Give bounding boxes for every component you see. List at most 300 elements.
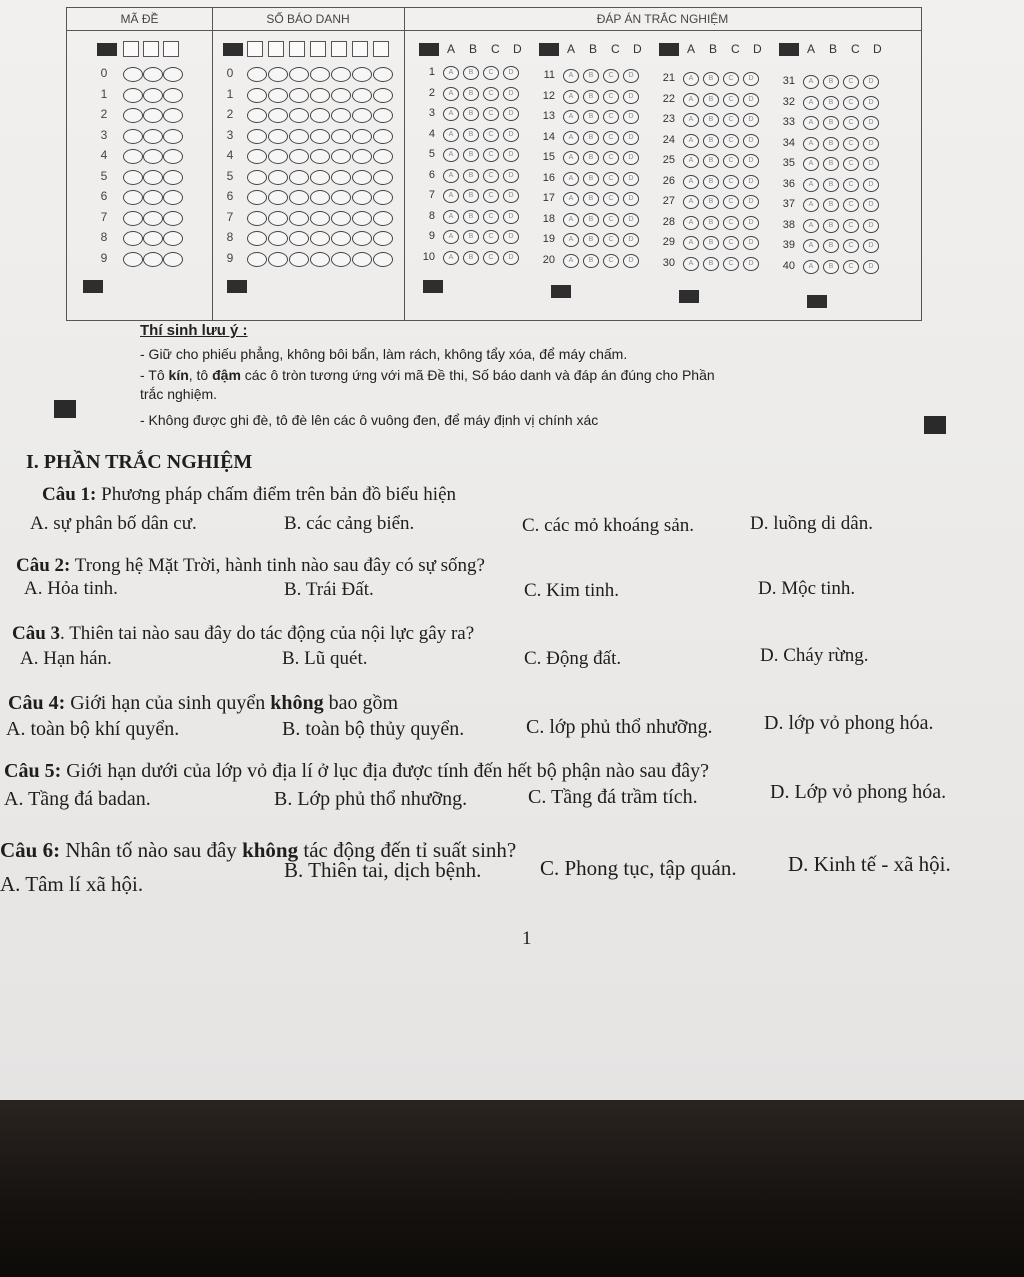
code-bubble[interactable] <box>163 211 183 226</box>
question-number: 30 <box>662 256 675 269</box>
answer-bubble[interactable]: C <box>723 134 739 148</box>
notes-line-3: trắc nghiệm. <box>140 386 218 402</box>
answer-bubble[interactable]: B <box>703 134 719 148</box>
answer-bubble[interactable]: D <box>503 128 519 142</box>
answer-bubble[interactable]: A <box>803 116 819 130</box>
code-bubble[interactable] <box>163 129 183 144</box>
id-bubble[interactable] <box>352 190 372 205</box>
answer-bubble[interactable]: D <box>623 131 639 145</box>
answer-bubble[interactable]: D <box>623 90 639 104</box>
answer-bubble[interactable]: D <box>743 195 759 209</box>
answer-bubble[interactable]: A <box>443 148 459 162</box>
option-3d: D. Cháy rừng. <box>760 645 869 666</box>
answer-bubble[interactable]: B <box>583 151 599 165</box>
answer-bubble[interactable]: B <box>823 96 839 110</box>
id-bubble[interactable] <box>247 252 267 267</box>
answer-bubble[interactable]: A <box>683 93 699 107</box>
code-bubble[interactable] <box>143 252 163 267</box>
answer-bubble[interactable]: A <box>803 260 819 274</box>
answer-bubble[interactable]: A <box>443 128 459 142</box>
answer-bubble[interactable]: C <box>723 236 739 250</box>
answer-bubble[interactable]: D <box>503 107 519 121</box>
answer-bubble[interactable]: D <box>623 110 639 124</box>
answer-bubble[interactable]: B <box>823 198 839 212</box>
code-bubble[interactable] <box>143 129 163 144</box>
id-bubble[interactable] <box>310 231 330 246</box>
answer-bubble[interactable]: A <box>803 96 819 110</box>
id-bubble[interactable] <box>247 170 267 185</box>
answer-bubble[interactable]: A <box>563 69 579 83</box>
answer-bubble[interactable]: C <box>603 90 619 104</box>
answer-bubble[interactable]: A <box>683 175 699 189</box>
answer-bubble[interactable]: D <box>503 230 519 244</box>
id-bubble[interactable] <box>289 211 309 226</box>
answer-bubble[interactable]: C <box>483 107 499 121</box>
answer-bubble[interactable]: A <box>563 110 579 124</box>
answer-bubble[interactable]: B <box>463 210 479 224</box>
code-bubble[interactable] <box>123 67 143 82</box>
option-1c: C. các mỏ khoáng sản. <box>522 515 695 536</box>
answer-bubble[interactable]: C <box>723 195 739 209</box>
answer-bubble[interactable]: C <box>483 128 499 142</box>
code-bubble[interactable] <box>143 149 163 164</box>
answer-bubble[interactable]: A <box>443 251 459 265</box>
id-bubble[interactable] <box>289 67 309 82</box>
answer-bubble[interactable]: A <box>803 137 819 151</box>
id-bubble[interactable] <box>352 252 372 267</box>
answer-bubble[interactable]: A <box>563 213 579 227</box>
answer-bubble[interactable]: A <box>683 216 699 230</box>
answer-bubble[interactable]: B <box>583 233 599 247</box>
answer-bubble[interactable]: D <box>743 257 759 271</box>
answer-bubble[interactable]: B <box>823 219 839 233</box>
answer-bubble[interactable]: A <box>563 151 579 165</box>
answer-bubble[interactable]: B <box>583 131 599 145</box>
id-bubble[interactable] <box>247 129 267 144</box>
answer-bubble[interactable]: B <box>703 93 719 107</box>
answer-bubble[interactable]: B <box>463 107 479 121</box>
answer-bubble[interactable]: B <box>463 251 479 265</box>
answer-bubble[interactable]: C <box>603 131 619 145</box>
id-box[interactable] <box>268 41 284 57</box>
id-bubble[interactable] <box>373 170 393 185</box>
id-box[interactable] <box>289 41 305 57</box>
answer-bubble[interactable]: A <box>803 75 819 89</box>
id-bubble[interactable] <box>373 108 393 123</box>
answer-bubble[interactable]: C <box>723 93 739 107</box>
answer-bubble[interactable]: D <box>863 75 879 89</box>
id-bubble[interactable] <box>352 108 372 123</box>
id-bubble[interactable] <box>331 170 351 185</box>
id-bubble[interactable] <box>268 108 288 123</box>
answer-bubble[interactable]: D <box>623 69 639 83</box>
answer-bubble[interactable]: D <box>743 93 759 107</box>
answer-bubble[interactable]: B <box>703 175 719 189</box>
answer-bubble[interactable]: A <box>443 169 459 183</box>
answer-bubble[interactable]: C <box>603 110 619 124</box>
id-bubble[interactable] <box>373 149 393 164</box>
question-number: 11 <box>543 69 555 81</box>
answer-bubble[interactable]: B <box>583 110 599 124</box>
code-bubble[interactable] <box>123 252 143 267</box>
code-box[interactable] <box>143 41 159 57</box>
question-number: 32 <box>782 95 795 108</box>
answer-bubble[interactable]: C <box>723 154 739 168</box>
question-number: 14 <box>542 130 555 143</box>
id-bubble[interactable] <box>331 149 351 164</box>
digit-label: 6 <box>100 189 108 203</box>
answer-bubble[interactable]: D <box>743 154 759 168</box>
code-bubble[interactable] <box>163 149 183 164</box>
id-bubble[interactable] <box>247 211 267 226</box>
answer-bubble[interactable]: B <box>823 116 839 130</box>
answer-bubble[interactable]: A <box>563 254 579 268</box>
code-bubble[interactable] <box>123 88 143 103</box>
answer-bubble[interactable]: B <box>463 87 479 101</box>
code-bubble[interactable] <box>163 190 183 205</box>
answer-bubble[interactable]: C <box>843 219 859 233</box>
answer-bubble[interactable]: C <box>723 175 739 189</box>
answer-bubble[interactable]: C <box>483 169 499 183</box>
page-number: 1 <box>522 928 532 949</box>
option-1b: B. các cảng biển. <box>284 513 415 534</box>
answer-bubble[interactable]: C <box>483 148 499 162</box>
answer-bubble[interactable]: D <box>503 66 519 80</box>
answer-bubble[interactable]: C <box>843 137 859 151</box>
id-bubble[interactable] <box>247 231 267 246</box>
timing-mark <box>227 280 247 293</box>
answer-bubble[interactable]: D <box>743 216 759 230</box>
code-bubble[interactable] <box>163 170 183 185</box>
timing-mark <box>419 43 439 56</box>
id-box[interactable] <box>331 41 347 57</box>
code-bubble[interactable] <box>143 211 163 226</box>
option-1a: A. sự phân bố dân cư. <box>30 513 197 534</box>
answer-bubble[interactable]: A <box>563 131 579 145</box>
answer-bubble[interactable]: B <box>823 260 839 274</box>
answer-bubble[interactable]: B <box>463 148 479 162</box>
answer-bubble[interactable]: B <box>463 230 479 244</box>
answer-bubble[interactable]: B <box>823 75 839 89</box>
answer-bubble[interactable]: A <box>443 107 459 121</box>
id-bubble[interactable] <box>289 108 309 123</box>
answer-bubble[interactable]: D <box>623 254 639 268</box>
answer-bubble[interactable]: C <box>843 239 859 253</box>
id-bubble[interactable] <box>352 170 372 185</box>
answer-bubble[interactable]: C <box>843 260 859 274</box>
answer-bubble[interactable]: B <box>823 239 839 253</box>
answer-bubble[interactable]: D <box>503 189 519 203</box>
answer-bubble[interactable]: D <box>623 233 639 247</box>
id-bubble[interactable] <box>331 190 351 205</box>
code-bubble[interactable] <box>123 108 143 123</box>
code-bubble[interactable] <box>143 67 163 82</box>
answer-bubble[interactable]: B <box>583 90 599 104</box>
question-number: 8 <box>428 209 435 222</box>
answer-bubble[interactable]: D <box>623 213 639 227</box>
code-bubble[interactable] <box>163 67 183 82</box>
answer-bubble[interactable]: B <box>463 66 479 80</box>
option-5b: B. Lớp phủ thổ nhưỡng. <box>274 788 468 810</box>
answer-bubble[interactable]: C <box>723 257 739 271</box>
answer-bubble[interactable]: D <box>743 72 759 86</box>
answer-bubble[interactable]: C <box>603 233 619 247</box>
answer-bubble[interactable]: A <box>803 157 819 171</box>
code-bubble[interactable] <box>163 252 183 267</box>
answer-bubble[interactable]: C <box>603 69 619 83</box>
id-bubble[interactable] <box>352 129 372 144</box>
code-box[interactable] <box>123 41 139 57</box>
id-bubble[interactable] <box>268 67 288 82</box>
answer-letter-header: A <box>447 42 456 56</box>
id-bubble[interactable] <box>268 252 288 267</box>
answer-bubble[interactable]: B <box>463 128 479 142</box>
answer-bubble[interactable]: A <box>563 90 579 104</box>
code-bubble[interactable] <box>163 108 183 123</box>
answer-bubble[interactable]: D <box>503 251 519 265</box>
id-bubble[interactable] <box>373 67 393 82</box>
answer-bubble[interactable]: B <box>583 213 599 227</box>
answer-bubble[interactable]: A <box>563 233 579 247</box>
answer-bubble[interactable]: A <box>803 178 819 192</box>
id-bubble[interactable] <box>289 170 309 185</box>
id-bubble[interactable] <box>310 149 330 164</box>
id-bubble[interactable] <box>268 211 288 226</box>
code-box[interactable] <box>163 41 179 57</box>
answer-bubble[interactable]: D <box>503 210 519 224</box>
answer-bubble[interactable]: C <box>483 66 499 80</box>
answer-bubble[interactable]: A <box>563 172 579 186</box>
id-bubble[interactable] <box>247 108 267 123</box>
answer-bubble[interactable]: B <box>463 169 479 183</box>
id-bubble[interactable] <box>352 88 372 103</box>
id-bubble[interactable] <box>373 231 393 246</box>
code-bubble[interactable] <box>163 88 183 103</box>
option-2b: B. Trái Đất. <box>284 579 374 600</box>
answer-bubble[interactable]: B <box>703 195 719 209</box>
answer-bubble[interactable]: C <box>603 151 619 165</box>
code-bubble[interactable] <box>143 231 163 246</box>
id-bubble[interactable] <box>373 190 393 205</box>
id-bubble[interactable] <box>247 88 267 103</box>
question-1: Câu 1: Phương pháp chấm điểm trên bản đồ biểu hiện <box>42 484 457 505</box>
answer-bubble[interactable]: C <box>483 189 499 203</box>
digit-label: 1 <box>100 86 108 101</box>
answer-bubble[interactable]: B <box>703 257 719 271</box>
answer-bubble[interactable]: B <box>703 236 719 250</box>
answer-bubble[interactable]: D <box>743 236 759 250</box>
id-bubble[interactable] <box>310 108 330 123</box>
id-bubble[interactable] <box>268 170 288 185</box>
id-bubble[interactable] <box>268 88 288 103</box>
id-box[interactable] <box>247 41 263 57</box>
answer-bubble[interactable]: D <box>863 219 879 233</box>
answer-bubble[interactable]: A <box>803 239 819 253</box>
answer-bubble[interactable]: D <box>623 151 639 165</box>
answer-bubble[interactable]: C <box>483 251 499 265</box>
question-number: 31 <box>782 75 795 87</box>
answer-bubble[interactable]: D <box>863 239 879 253</box>
answer-bubble[interactable]: A <box>563 192 579 206</box>
answer-bubble[interactable]: C <box>483 210 499 224</box>
question-number: 4 <box>428 127 435 140</box>
answer-bubble[interactable]: D <box>503 87 519 101</box>
code-bubble[interactable] <box>143 190 163 205</box>
option-6c: C. Phong tục, tập quán. <box>540 856 737 880</box>
id-bubble[interactable] <box>373 211 393 226</box>
code-bubble[interactable] <box>123 211 143 226</box>
answer-bubble[interactable]: C <box>483 87 499 101</box>
answer-bubble[interactable]: C <box>603 213 619 227</box>
answer-bubble[interactable]: A <box>443 210 459 224</box>
answer-bubble[interactable]: C <box>843 75 859 89</box>
id-bubble[interactable] <box>373 252 393 267</box>
option-2d: D. Mộc tinh. <box>758 578 856 599</box>
answer-bubble[interactable]: C <box>843 157 859 171</box>
answer-bubble[interactable]: A <box>803 198 819 212</box>
code-bubble[interactable] <box>123 149 143 164</box>
answer-bubble[interactable]: D <box>503 169 519 183</box>
id-bubble[interactable] <box>373 88 393 103</box>
answer-bubble[interactable]: C <box>603 192 619 206</box>
answer-bubble[interactable]: B <box>583 172 599 186</box>
answer-bubble[interactable]: D <box>743 134 759 148</box>
answer-bubble[interactable]: C <box>843 116 859 130</box>
id-bubble[interactable] <box>331 108 351 123</box>
answer-bubble[interactable]: D <box>503 148 519 162</box>
id-bubble[interactable] <box>289 252 309 267</box>
answer-bubble[interactable]: D <box>863 260 879 274</box>
answer-bubble[interactable]: D <box>863 96 879 110</box>
answer-bubble[interactable]: B <box>823 137 839 151</box>
answer-bubble[interactable]: B <box>823 157 839 171</box>
answer-bubble[interactable]: D <box>863 137 879 151</box>
answer-bubble[interactable]: C <box>723 72 739 86</box>
answer-bubble[interactable]: C <box>843 178 859 192</box>
id-bubble[interactable] <box>352 149 372 164</box>
code-bubble[interactable] <box>123 190 143 205</box>
timing-mark <box>659 43 679 56</box>
id-bubble[interactable] <box>247 149 267 164</box>
id-bubble[interactable] <box>247 190 267 205</box>
answer-bubble[interactable]: B <box>463 189 479 203</box>
answer-bubble[interactable]: A <box>683 195 699 209</box>
id-bubble[interactable] <box>247 67 267 82</box>
answer-bubble[interactable]: A <box>683 72 699 86</box>
answer-bubble[interactable]: D <box>863 178 879 192</box>
id-bubble[interactable] <box>310 170 330 185</box>
id-bubble[interactable] <box>268 149 288 164</box>
id-bubble[interactable] <box>310 129 330 144</box>
answer-bubble[interactable]: A <box>443 66 459 80</box>
id-bubble[interactable] <box>331 211 351 226</box>
answer-bubble[interactable]: B <box>703 72 719 86</box>
answer-bubble[interactable]: A <box>683 154 699 168</box>
id-bubble[interactable] <box>289 149 309 164</box>
id-bubble[interactable] <box>310 88 330 103</box>
digit-label: 6 <box>226 189 234 203</box>
answer-bubble[interactable]: D <box>863 198 879 212</box>
code-bubble[interactable] <box>143 108 163 123</box>
answer-bubble[interactable]: D <box>863 116 879 130</box>
id-bubble[interactable] <box>331 67 351 82</box>
id-box[interactable] <box>373 41 389 57</box>
id-bubble[interactable] <box>268 231 288 246</box>
answer-bubble[interactable]: B <box>703 113 719 127</box>
code-bubble[interactable] <box>123 129 143 144</box>
answer-bubble[interactable]: B <box>583 254 599 268</box>
answer-bubble[interactable]: B <box>823 178 839 192</box>
id-bubble[interactable] <box>331 252 351 267</box>
answer-bubble[interactable]: C <box>843 198 859 212</box>
answer-bubble[interactable]: C <box>603 172 619 186</box>
answer-bubble[interactable]: C <box>723 113 739 127</box>
answer-bubble[interactable]: A <box>683 257 699 271</box>
id-bubble[interactable] <box>331 88 351 103</box>
answer-bubble[interactable]: A <box>683 113 699 127</box>
answer-letter-header: B <box>829 42 838 56</box>
answer-bubble[interactable]: A <box>443 189 459 203</box>
id-bubble[interactable] <box>268 190 288 205</box>
option-2a: A. Hỏa tinh. <box>24 578 118 599</box>
answer-bubble[interactable]: B <box>703 154 719 168</box>
id-bubble[interactable] <box>352 231 372 246</box>
question-number: 17 <box>542 192 555 204</box>
answer-bubble[interactable]: A <box>683 236 699 250</box>
code-bubble[interactable] <box>123 231 143 246</box>
answer-bubble[interactable]: C <box>843 96 859 110</box>
answer-bubble[interactable]: D <box>743 175 759 189</box>
answer-bubble[interactable]: D <box>743 113 759 127</box>
id-box[interactable] <box>352 41 368 57</box>
answer-bubble[interactable]: A <box>443 230 459 244</box>
answer-bubble[interactable]: C <box>723 216 739 230</box>
id-bubble[interactable] <box>331 231 351 246</box>
id-bubble[interactable] <box>289 88 309 103</box>
answer-bubble[interactable]: D <box>623 192 639 206</box>
id-bubble[interactable] <box>268 129 288 144</box>
id-bubble[interactable] <box>289 190 309 205</box>
answer-bubble[interactable]: A <box>803 219 819 233</box>
id-bubble[interactable] <box>310 190 330 205</box>
answer-bubble[interactable]: A <box>443 87 459 101</box>
id-bubble[interactable] <box>352 211 372 226</box>
id-bubble[interactable] <box>289 129 309 144</box>
answer-bubble[interactable]: D <box>623 172 639 186</box>
answer-bubble[interactable]: D <box>863 157 879 171</box>
id-bubble[interactable] <box>352 67 372 82</box>
answer-bubble[interactable]: B <box>703 216 719 230</box>
id-bubble[interactable] <box>310 211 330 226</box>
id-bubble[interactable] <box>289 231 309 246</box>
code-bubble[interactable] <box>163 231 183 246</box>
id-bubble[interactable] <box>310 67 330 82</box>
answer-bubble[interactable]: B <box>583 69 599 83</box>
id-bubble[interactable] <box>310 252 330 267</box>
code-bubble[interactable] <box>123 170 143 185</box>
code-bubble[interactable] <box>143 88 163 103</box>
id-bubble[interactable] <box>373 129 393 144</box>
answer-bubble[interactable]: C <box>603 254 619 268</box>
id-box[interactable] <box>310 41 326 57</box>
answer-bubble[interactable]: B <box>583 192 599 206</box>
answer-bubble[interactable]: C <box>483 230 499 244</box>
code-bubble[interactable] <box>143 170 163 185</box>
timing-mark <box>779 43 799 56</box>
answer-letter-header: D <box>873 42 882 56</box>
answer-bubble[interactable]: A <box>683 134 699 148</box>
id-bubble[interactable] <box>331 129 351 144</box>
